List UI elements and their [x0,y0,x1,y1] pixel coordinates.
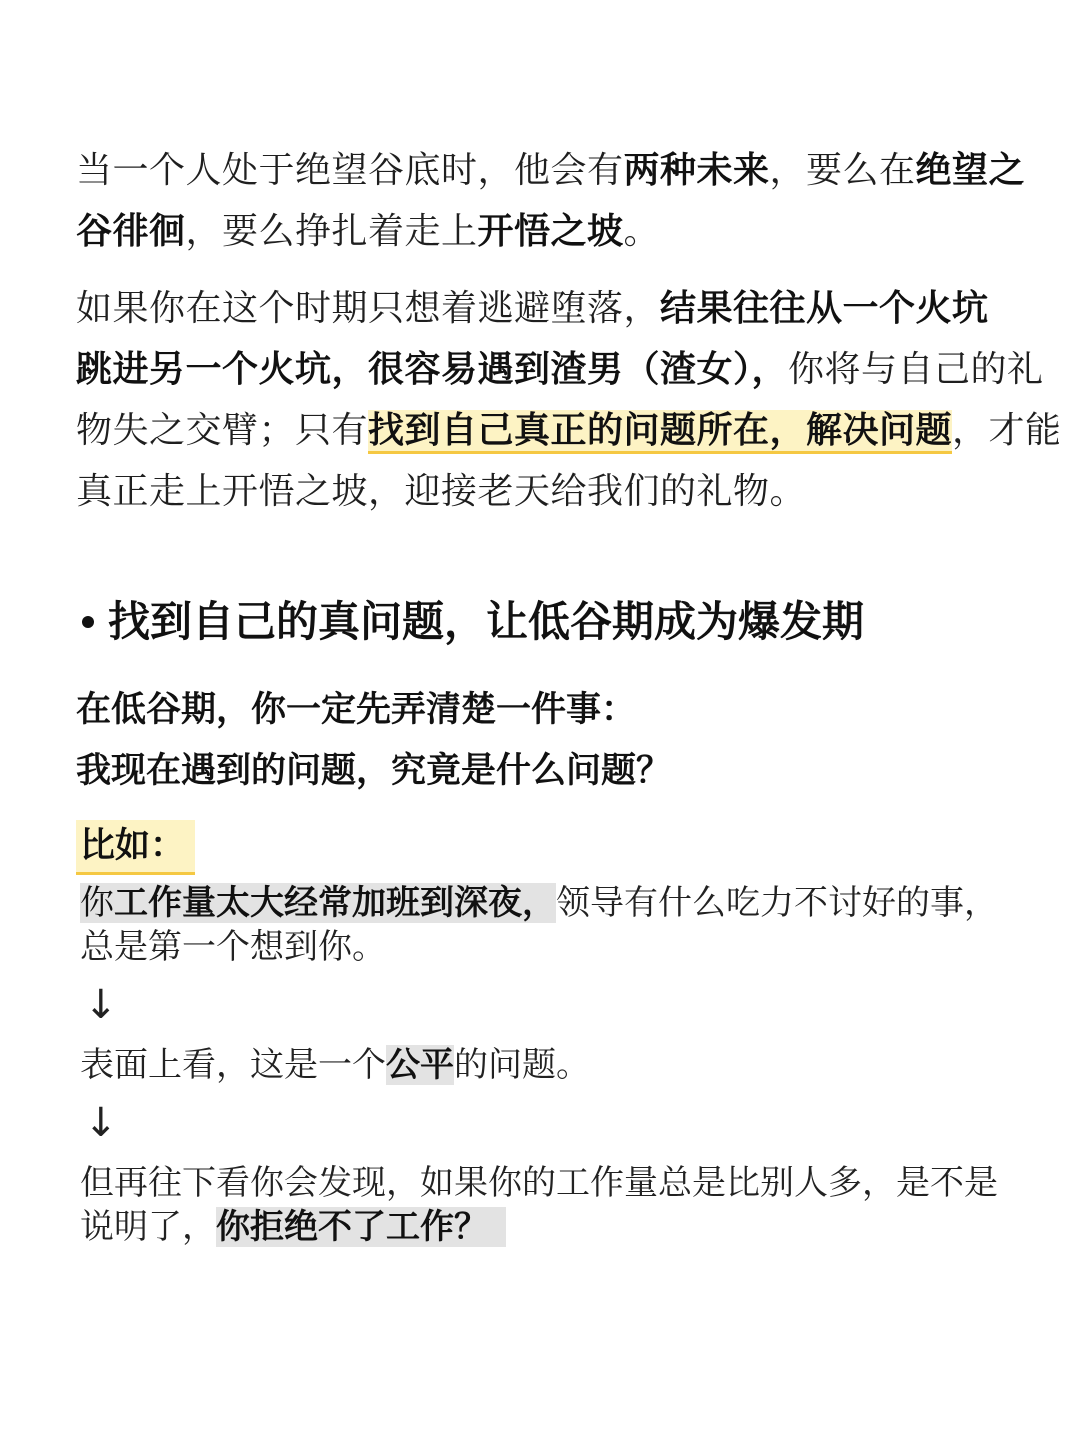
text-span: 物失之交臂；只有 [76,410,369,451]
body-line-3 [76,400,1062,461]
highlighted-span: 公平 [386,1045,454,1085]
body-line-4: 真正走上开悟之坡，迎接老天给我们的礼物。 [76,471,807,512]
bullet-icon [82,616,94,628]
down-arrow-icon: ↓ [84,1100,118,1146]
question-block [76,680,671,802]
highlighted-span: 你拒绝不了工作？ [216,1207,506,1247]
example-label: 比如： [76,820,195,875]
text-span: ，要么在 [769,150,916,191]
example-line-4: 但再往下看你会发现，如果你的工作量总是比别人多，是不是 [80,1163,998,1203]
text-span: 你 [80,883,114,923]
text-span: 领导有什么吃力不讨好的事， [556,883,998,923]
highlighted-span [80,883,556,923]
text-span: 当一个人处于绝望谷底时，他会有 [76,150,624,191]
down-arrow-icon: ↓ [84,982,118,1028]
bold-span: 工作量太大经常加班到深夜， [114,883,556,923]
section-heading [82,590,864,654]
question-line-2: 我现在遇到的问题，究竟是什么问题？ [76,751,672,791]
example-line-1 [80,880,998,926]
bold-span: 结果往往从一个火坑 [660,288,989,329]
text-span: ，才能 [952,410,1062,451]
bold-span: 跳进另一个火坑，很容易遇到渣男（渣女）， [76,349,789,390]
heading-text: 找到自己的真问题，让低谷期成为爆发期 [108,597,865,646]
bold-span: 谷徘徊 [76,211,186,252]
text-span: 表面上看，这是一个 [80,1045,386,1085]
intro-line-1 [76,140,1025,201]
text-span: 的问题。 [454,1045,590,1085]
question-line-1: 在低谷期，你一定先弄清楚一件事： [76,690,637,730]
bold-span: 两种未来 [623,150,770,191]
body-line-2 [76,339,1062,400]
text-span: 。 [623,211,661,252]
text-span: 如果你在这个时期只想着逃避堕落， [76,288,661,329]
text-span: 你将与自己的礼 [788,349,1044,390]
intro-paragraph [76,140,1025,262]
example-line-2: 总是第一个想到你。 [80,927,386,967]
example-line-5 [80,1204,506,1250]
body-paragraph [76,278,1062,522]
highlighted-span: 找到自己真正的问题所在，解决问题 [368,410,952,454]
intro-line-2 [76,201,1025,262]
text-span: ，要么挣扎着走上 [185,211,478,252]
bold-span: 绝望之 [915,150,1026,191]
bold-span: 开悟之坡 [477,211,624,252]
text-span: 说明了， [80,1207,216,1247]
example-line-3 [80,1042,590,1088]
body-line-1 [76,278,1062,339]
